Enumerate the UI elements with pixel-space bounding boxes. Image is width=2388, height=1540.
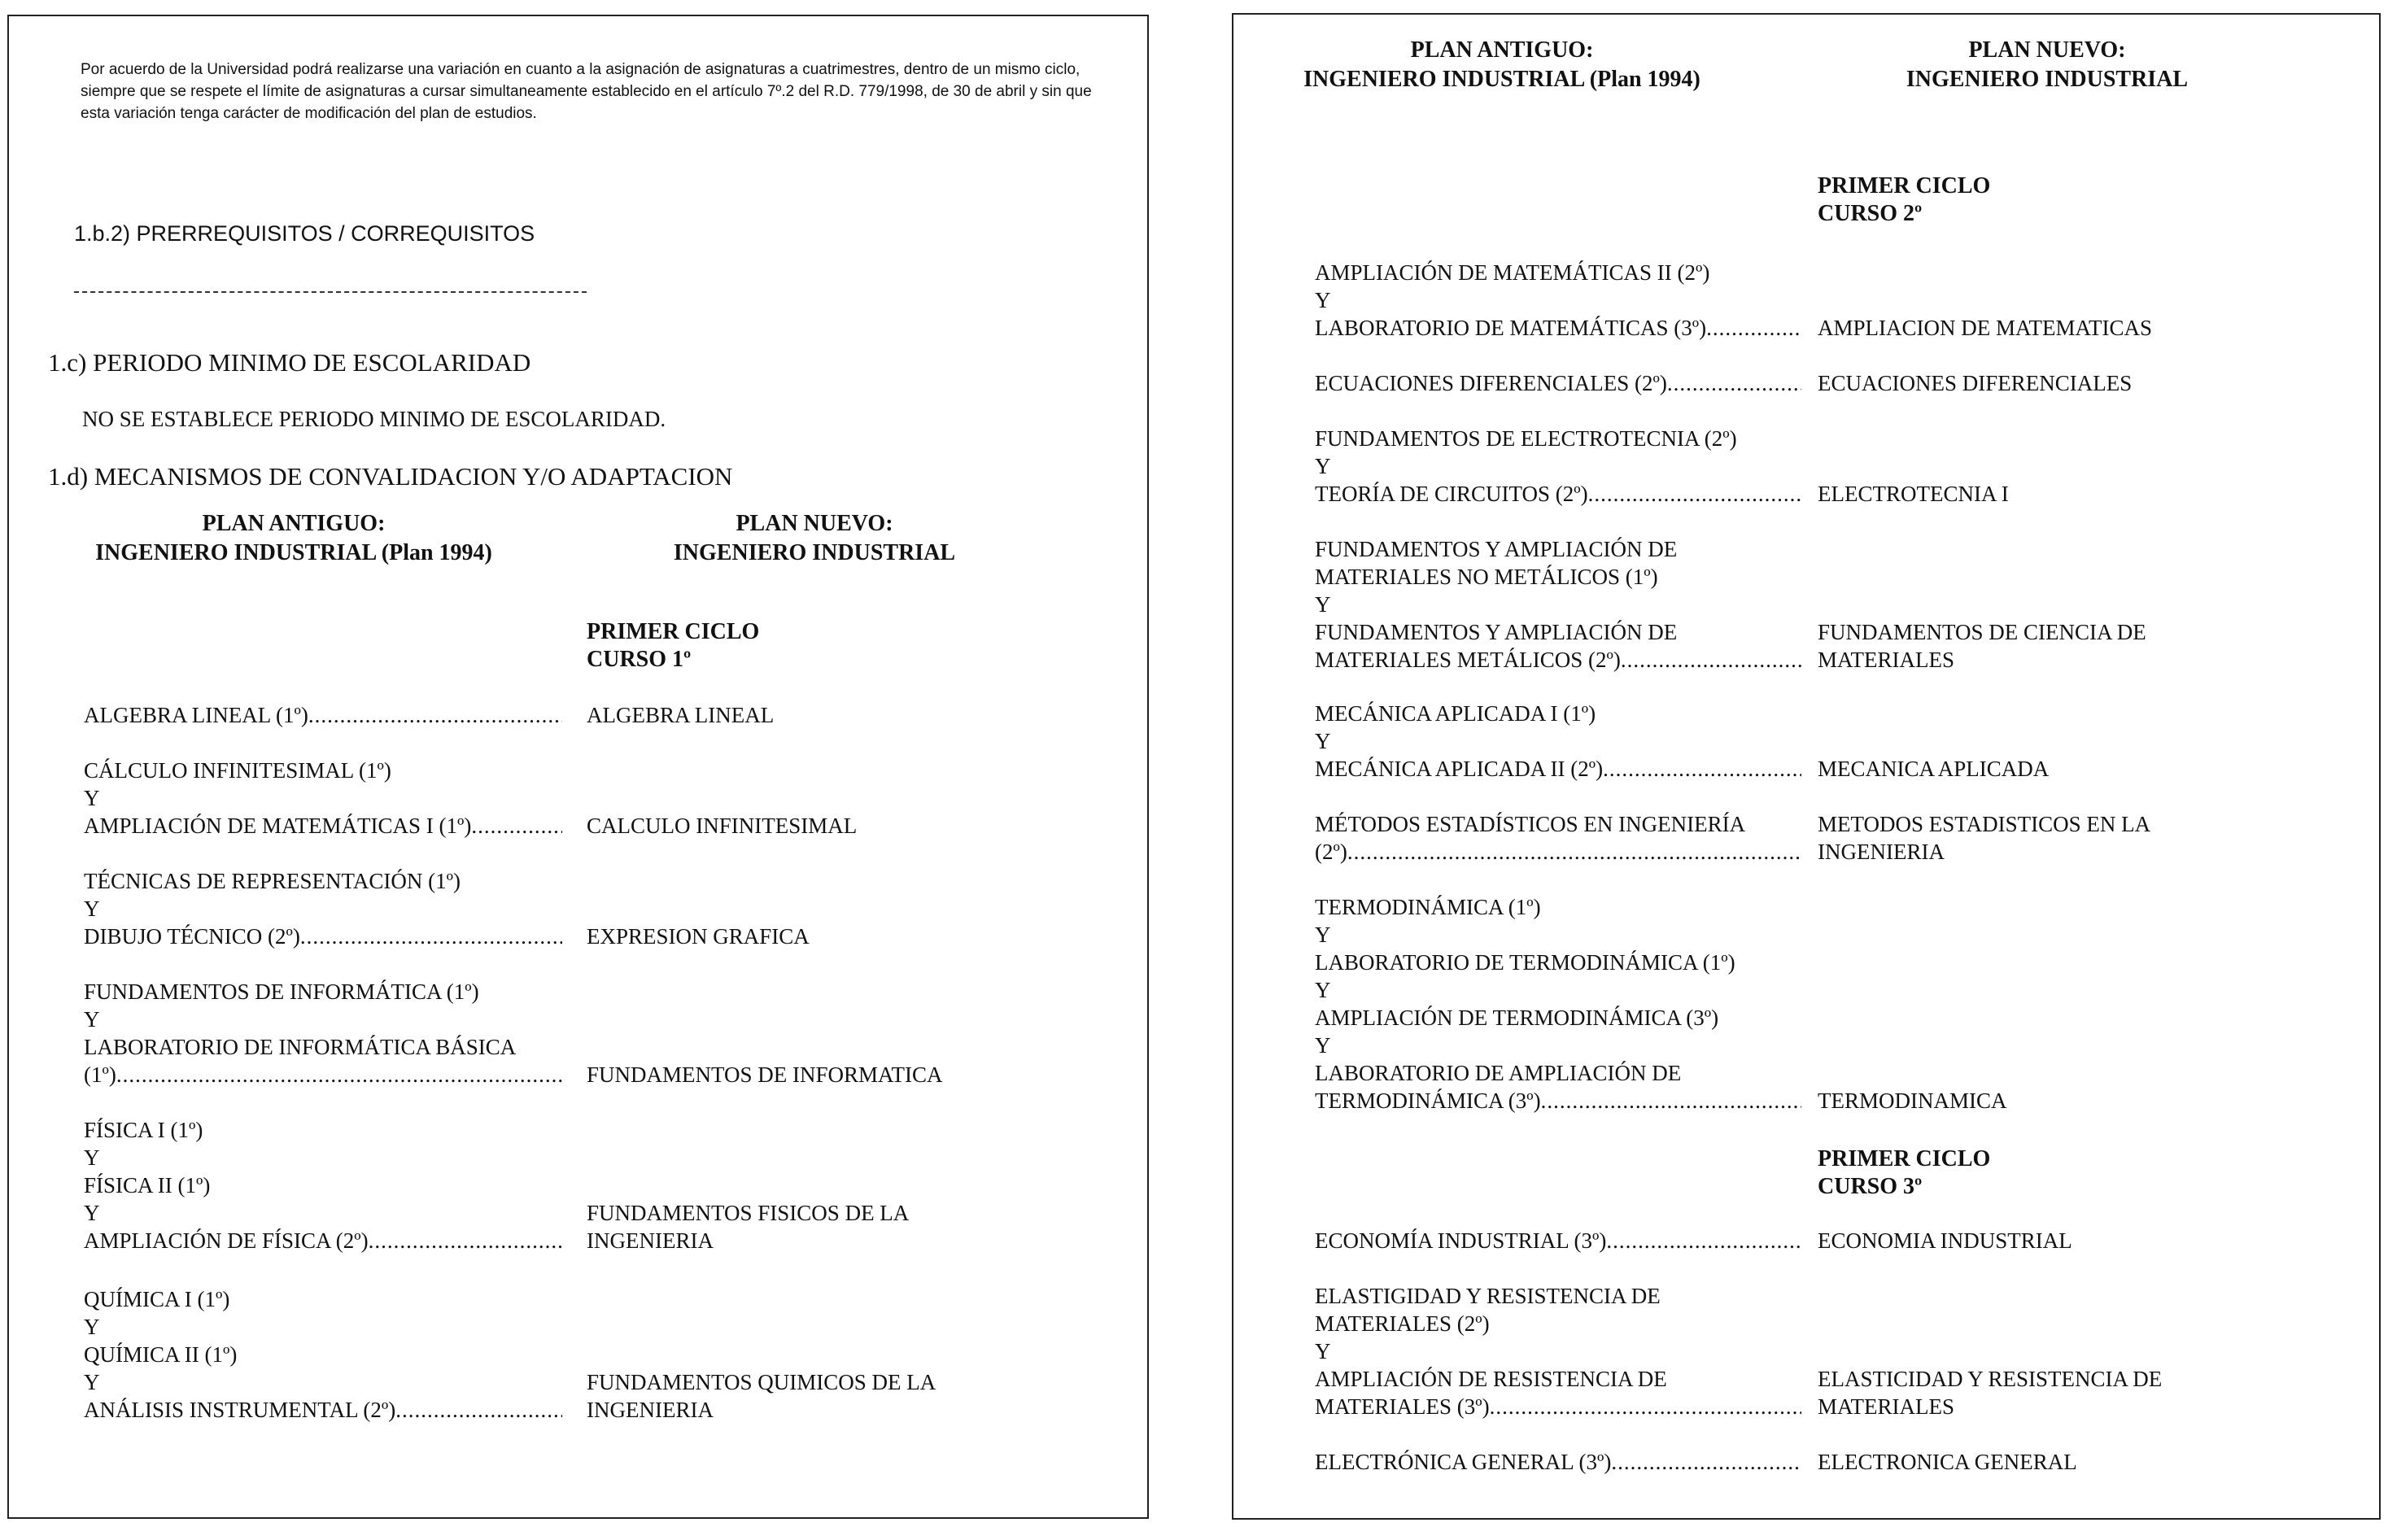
old-plan-subjects [1315, 259, 1801, 342]
new-plan-subject [1818, 618, 2146, 674]
dot-leader [308, 701, 562, 729]
old-plan-subjects [1315, 700, 1801, 783]
column-header-new-subtitle: INGENIERO INDUSTRIAL [673, 540, 956, 565]
new-plan-subject [1818, 1448, 2077, 1476]
old-subject-line: FÍSICA II (1º) [84, 1173, 211, 1198]
new-subject-line: MECANICA APLICADA [1818, 757, 2050, 781]
new-subject-line: MATERIALES [1818, 1394, 1954, 1419]
dot-leader [1606, 1227, 1801, 1254]
conjunction-y: Y [84, 786, 100, 810]
old-subject-line: AMPLIACIÓN DE FÍSICA (2º) [84, 1228, 369, 1253]
old-subject-line: MATERIALES METÁLICOS (2º) [1315, 648, 1621, 672]
old-subject-line: FUNDAMENTOS DE INFORMÁTICA (1º) [84, 979, 479, 1004]
new-subject-line: ELASTICIDAD Y RESISTENCIA DE [1818, 1367, 2163, 1391]
new-plan-subject [1818, 480, 2009, 508]
new-plan-subject [1818, 755, 2049, 783]
new-subject-line: INGENIERIA [587, 1398, 714, 1422]
old-subject-line: LABORATORIO DE INFORMÁTICA BÁSICA [84, 1035, 517, 1059]
conjunction-y: Y [1315, 923, 1331, 947]
column-header-new-title: PLAN NUEVO: [1968, 37, 2126, 63]
new-plan-subject [1818, 369, 2132, 397]
old-subject-line: AMPLIACIÓN DE RESISTENCIA DE [1315, 1367, 1667, 1391]
old-subject-line: ALGEBRA LINEAL (1º) [84, 703, 308, 727]
old-subject-line: QUÍMICA II (1º) [84, 1342, 238, 1367]
old-subject-line: TEORÍA DE CIRCUITOS (2º) [1315, 482, 1588, 506]
new-subject-line: FUNDAMENTOS QUIMICOS DE LA [587, 1370, 936, 1394]
column-header-new-subtitle: INGENIERO INDUSTRIAL [1906, 67, 2189, 92]
old-subject-line: ECUACIONES DIFERENCIALES (2º) [1315, 371, 1667, 395]
dot-leader [300, 923, 562, 950]
new-plan-subject [1818, 1087, 2007, 1115]
old-plan-subjects [1315, 535, 1801, 674]
cycle-heading-curso-1 [587, 618, 759, 674]
new-plan-subject [587, 701, 774, 729]
conjunction-y: Y [1315, 1033, 1331, 1058]
old-subject-line: MATERIALES (3º) [1315, 1394, 1490, 1419]
document-page-left [7, 15, 1149, 1519]
cycle-heading-course: CURSO 2º [1818, 201, 1923, 226]
dot-leader [471, 812, 562, 840]
new-subject-line: ALGEBRA LINEAL [587, 703, 775, 727]
new-subject-line: CALCULO INFINITESIMAL [587, 814, 858, 838]
dot-leader [1603, 755, 1801, 783]
column-header-new-plan [1860, 36, 2234, 94]
new-plan-subject [1818, 810, 2150, 866]
column-header-new-plan [627, 509, 1002, 568]
new-subject-line: TERMODINAMICA [1818, 1088, 2007, 1113]
old-subject-line: MATERIALES (2º) [1315, 1311, 1490, 1336]
conjunction-y: Y [84, 1007, 100, 1032]
old-subject-line: LABORATORIO DE MATEMÁTICAS (3º) [1315, 316, 1707, 340]
new-subject-line: ELECTRONICA GENERAL [1818, 1450, 2077, 1474]
conjunction-y: Y [84, 1370, 100, 1394]
old-subject-line: MECÁNICA APLICADA I (1º) [1315, 701, 1596, 726]
cycle-heading-course: CURSO 3º [1818, 1174, 1923, 1199]
dot-leader [1347, 838, 1801, 866]
old-subject-line: TÉCNICAS DE REPRESENTACIÓN (1º) [84, 869, 461, 893]
old-subject-line: AMPLIACIÓN DE MATEMÁTICAS I (1º) [84, 814, 472, 838]
conjunction-y: Y [1315, 729, 1331, 753]
old-plan-subjects [1315, 1282, 1801, 1420]
dot-leader [1621, 646, 1801, 674]
dot-leader [1611, 1448, 1801, 1476]
dot-leader [1706, 314, 1801, 342]
conjunction-y: Y [84, 897, 100, 921]
conjunction-y: Y [1315, 288, 1331, 312]
old-plan-subjects [84, 978, 562, 1088]
old-subject-line: AMPLIACIÓN DE TERMODINÁMICA (3º) [1315, 1006, 1719, 1030]
cycle-heading-curso-2 [1818, 172, 1990, 228]
dashed-divider [74, 291, 587, 293]
new-subject-line: METODOS ESTADISTICOS EN LA [1818, 812, 2151, 836]
column-header-old-title: PLAN ANTIGUO: [1410, 37, 1594, 63]
old-plan-subjects [1315, 425, 1801, 508]
new-plan-subject [587, 1061, 943, 1088]
old-subject-line: CÁLCULO INFINITESIMAL (1º) [84, 758, 391, 783]
dot-leader [1588, 480, 1801, 508]
conjunction-y: Y [84, 1145, 100, 1170]
old-subject-line: LABORATORIO DE AMPLIACIÓN DE [1315, 1061, 1682, 1085]
mechanisms-heading: 1.d) MECANISMOS DE CONVALIDACION Y/O ADAPTACION [48, 462, 733, 491]
old-subject-line: FUNDAMENTOS Y AMPLIACIÓN DE [1315, 620, 1678, 644]
column-header-new-title: PLAN NUEVO: [736, 511, 893, 536]
dot-leader [395, 1396, 562, 1424]
cycle-heading-title: PRIMER CICLO [587, 619, 760, 644]
dot-leader [116, 1061, 562, 1088]
new-subject-line: FUNDAMENTOS FISICOS DE LA [587, 1201, 910, 1225]
old-plan-subjects [84, 701, 562, 729]
old-plan-subjects [1315, 893, 1801, 1115]
min-period-heading: 1.c) PERIODO MINIMO DE ESCOLARIDAD [48, 348, 531, 377]
cycle-heading-title: PRIMER CICLO [1818, 1146, 1991, 1171]
new-subject-line: FUNDAMENTOS DE CIENCIA DE [1818, 620, 2146, 644]
conjunction-y: Y [84, 1201, 100, 1225]
old-subject-line: ECONOMÍA INDUSTRIAL (3º) [1315, 1228, 1607, 1253]
old-subject-line: MECÁNICA APLICADA II (2º) [1315, 757, 1604, 781]
new-plan-subject [587, 1199, 909, 1254]
conjunction-y: Y [1315, 592, 1331, 617]
dot-leader [1667, 369, 1801, 397]
new-plan-subject [587, 1368, 936, 1424]
new-subject-line: MATERIALES [1818, 648, 1954, 672]
conjunction-y: Y [84, 1315, 100, 1339]
old-plan-subjects [84, 1285, 562, 1424]
old-subject-line: MATERIALES NO METÁLICOS (1º) [1315, 565, 1658, 589]
old-plan-subjects [1315, 369, 1801, 397]
conjunction-y: Y [1315, 1339, 1331, 1363]
column-header-old-plan [82, 509, 505, 568]
cycle-heading-course: CURSO 1º [587, 647, 692, 672]
column-header-old-subtitle: INGENIERO INDUSTRIAL (Plan 1994) [95, 540, 492, 565]
old-subject-line: LABORATORIO DE TERMODINÁMICA (1º) [1315, 950, 1735, 975]
old-subject-line: TERMODINÁMICA (1º) [1315, 895, 1541, 919]
prerequisites-heading: 1.b.2) PRERREQUISITOS / CORREQUISITOS [74, 221, 535, 246]
cycle-heading-curso-3 [1818, 1145, 1990, 1201]
old-plan-subjects [1315, 1227, 1801, 1254]
column-header-old-subtitle: INGENIERO INDUSTRIAL (Plan 1994) [1303, 67, 1700, 92]
dot-leader [369, 1227, 562, 1254]
old-subject-line: (1º) [84, 1062, 116, 1087]
column-header-old-title: PLAN ANTIGUO: [202, 511, 386, 536]
new-subject-line: AMPLIACION DE MATEMATICAS [1818, 316, 2153, 340]
old-subject-line: DIBUJO TÉCNICO (2º) [84, 924, 300, 949]
new-subject-line: ECONOMIA INDUSTRIAL [1818, 1228, 2072, 1253]
old-subject-line: FUNDAMENTOS DE ELECTROTECNIA (2º) [1315, 426, 1737, 451]
conjunction-y: Y [1315, 454, 1331, 478]
old-subject-line: ELECTRÓNICA GENERAL (3º) [1315, 1450, 1612, 1474]
cycle-heading-title: PRIMER CICLO [1818, 173, 1991, 198]
column-header-old-plan [1290, 36, 1714, 94]
old-subject-line: FÍSICA I (1º) [84, 1118, 203, 1142]
dot-leader [1490, 1393, 1801, 1420]
old-subject-line: ANÁLISIS INSTRUMENTAL (2º) [84, 1398, 396, 1422]
old-plan-subjects [1315, 1448, 1801, 1476]
new-plan-subject [587, 923, 810, 950]
old-subject-line: AMPLIACIÓN DE MATEMÁTICAS II (2º) [1315, 260, 1710, 285]
old-subject-line: MÉTODOS ESTADÍSTICOS EN INGENIERÍA [1315, 812, 1746, 836]
new-plan-subject [587, 812, 857, 840]
old-subject-line: FUNDAMENTOS Y AMPLIACIÓN DE [1315, 537, 1678, 561]
conjunction-y: Y [1315, 978, 1331, 1002]
new-plan-subject [1818, 314, 2152, 342]
new-subject-line: ELECTROTECNIA I [1818, 482, 2009, 506]
old-plan-subjects [84, 1116, 562, 1254]
old-plan-subjects [1315, 810, 1801, 866]
new-subject-line: EXPRESION GRAFICA [587, 924, 810, 949]
min-period-text: NO SE ESTABLECE PERIODO MINIMO DE ESCOLARIDAD. [82, 407, 666, 431]
new-subject-line: INGENIERIA [587, 1228, 714, 1253]
old-subject-line: ELASTIGIDAD Y RESISTENCIA DE [1315, 1284, 1661, 1308]
new-subject-line: ECUACIONES DIFERENCIALES [1818, 371, 2133, 395]
old-subject-line: QUÍMICA I (1º) [84, 1287, 230, 1311]
dot-leader [1541, 1087, 1801, 1115]
document-page-right [1232, 13, 2381, 1520]
notice-paragraph: Por acuerdo de la Universidad podrá realizarse una variación en cuanto a la asignación de asignaturas a cuatrimestres, dentro de un mismo ciclo, siempre que se respete el límite de asignaturas a cursar simultaneamente establecido en el artículo 7º.2 del R.D. 779/1998, de 30 de abril y sin que esta variación tenga carácter de modificación del plan de estudios. [81, 61, 1092, 122]
new-subject-line: INGENIERIA [1818, 840, 1945, 864]
old-plan-subjects [84, 867, 562, 950]
old-plan-subjects [84, 757, 562, 840]
old-subject-line: TERMODINÁMICA (3º) [1315, 1088, 1541, 1113]
new-subject-line: FUNDAMENTOS DE INFORMATICA [587, 1062, 943, 1087]
new-plan-subject [1818, 1227, 2072, 1254]
new-plan-subject [1818, 1365, 2162, 1420]
old-subject-line: (2º) [1315, 840, 1347, 864]
